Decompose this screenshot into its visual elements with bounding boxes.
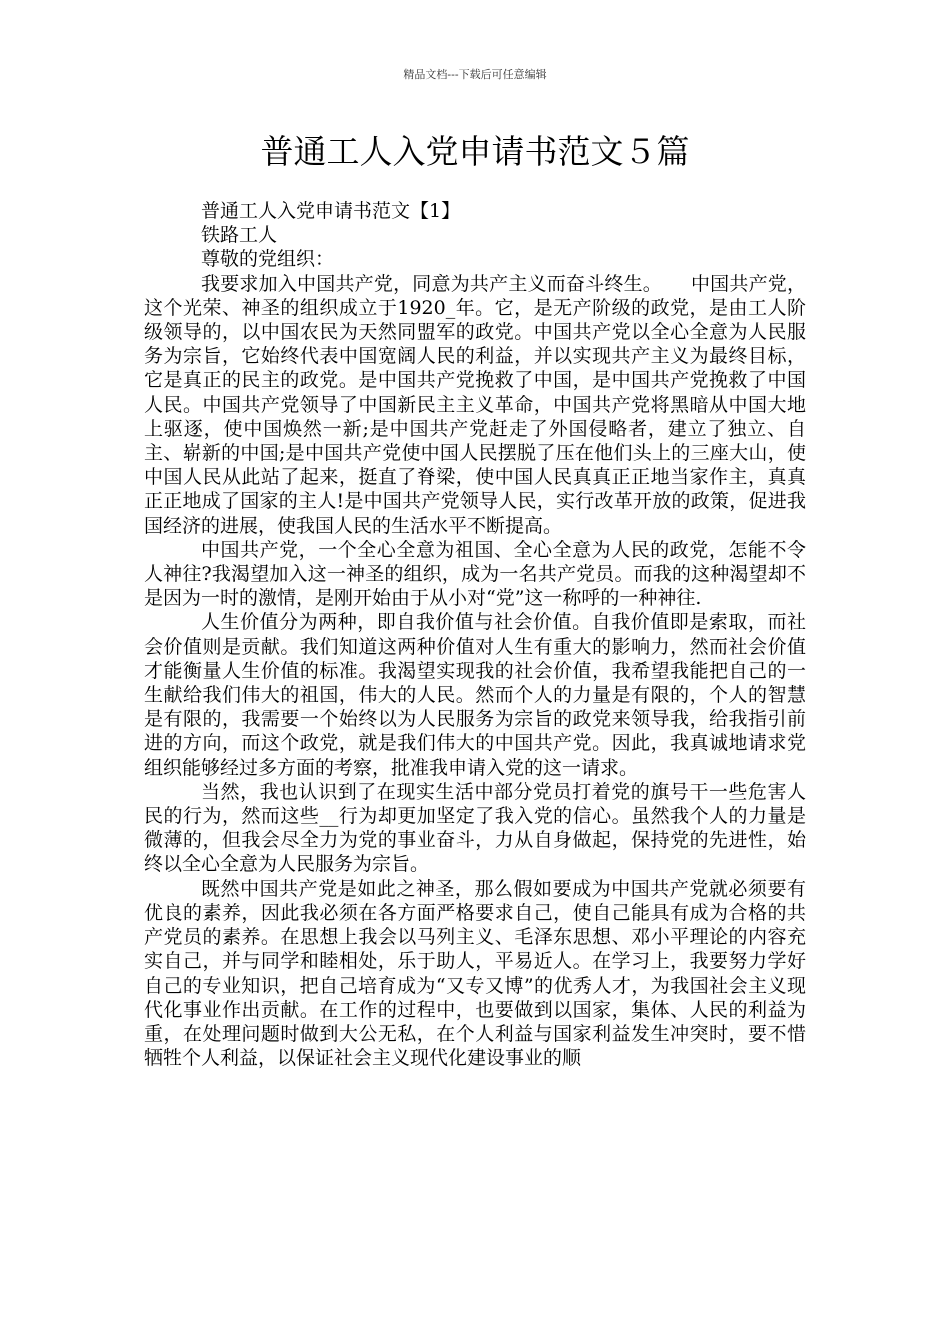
paragraph: 我要求加入中国共产党，同意为共产主义而奋斗终生。 中国共产党，这个光荣、神圣的组织成立于1920_年。它，是无产阶级的政党，是由工人阶级领导的，以中国农民为天然同盟军的政党。中国共产党以全心全意为人民服务为宗旨，它始终代表中国宽阔人民的利益，并以实现共产主义为最终目标，它是真正的民主的政党。是中国共产党挽救了中国，是中国共产党挽救了中国人民。中国共产党领导了中国新民主主义革命，中国共产党将黑暗从中国大地上驱逐，使中国焕然一新;是中国共产党赶走了外国侵略者，建立了独立、自主、崭新的中国;是中国共产党使中国人民摆脱了压在他们头上的三座大山，使中国人民从此站了起来，挺直了脊梁，使中国人民真真正正地当家作主，真真正正地成了国家的主人!是中国共产党领导人民，实行改革开放的政策，促进我国经济的进展，使我国人民的生活水平不断提高。 [144, 272, 806, 537]
document-body [144, 199, 806, 1070]
paragraph: 既然中国共产党是如此之神圣，那么假如要成为中国共产党就必须要有优良的素养，因此我必须在各方面严格要求自己，使自己能具有成为合格的共产党员的素养。在思想上我会以马列主义、毛泽东思想、邓小平理论的内容充实自己，并与同学和睦相处，乐于助人，平易近人。在学习上，我要努力学好自己的专业知识，把自己培育成为“又专又博”的优秀人才，为我国社会主义现代化事业作出贡献。在工作的过程中，也要做到以国家，集体、人民的利益为重，在处理问题时做到大公无私，在个人利益与国家利益发生冲突时，要不惜牺牲个人利益，以保证社会主义现代化建设事业的顺 [144, 877, 806, 1070]
author-role: 铁路工人 [201, 224, 278, 247]
document-title: 普通工人入党申请书范文５篇 [260, 132, 690, 171]
header-note: 精品文档---下载后可任意编辑 [403, 68, 547, 81]
section-subheading: 普通工人入党申请书范文【1】 [201, 200, 461, 222]
paragraph: 当然，我也认识到了在现实生活中部分党员打着党的旗号干一些危害人民的行为，然而这些__行为却更加坚定了我入党的信心。虽然我个人的力量是微薄的，但我会尽全力为党的事业奋斗，力从自身做起，保持党的先进性，始终以全心全意为人民服务为宗旨。 [144, 780, 806, 876]
paragraph: 人生价值分为两种，即自我价值与社会价值。自我价值即是索取，而社会价值则是贡献。我们知道这两种价值对人生有重大的影响力，然而社会价值才能衡量人生价值的标准。我渴望实现我的社会价值，我希望我能把自己的一生献给我们伟大的祖国，伟大的人民。然而个人的力量是有限的，个人的智慧是有限的，我需要一个始终以为人民服务为宗旨的政党来领导我，给我指引前进的方向，而这个政党，就是我们伟大的中国共产党。因此，我真诚地请求党组织能够经过多方面的考察，批准我申请入党的这一请求。 [144, 611, 806, 779]
paragraph: 中国共产党，一个全心全意为祖国、全心全意为人民的政党，怎能不令人神往?我渴望加入这一神圣的组织，成为一名共产党员。而我的这种渴望却不是因为一时的激情，是刚开始由于从小对“党”这一称呼的一种神往. [144, 538, 806, 610]
salutation: 尊敬的党组织： [201, 248, 335, 271]
